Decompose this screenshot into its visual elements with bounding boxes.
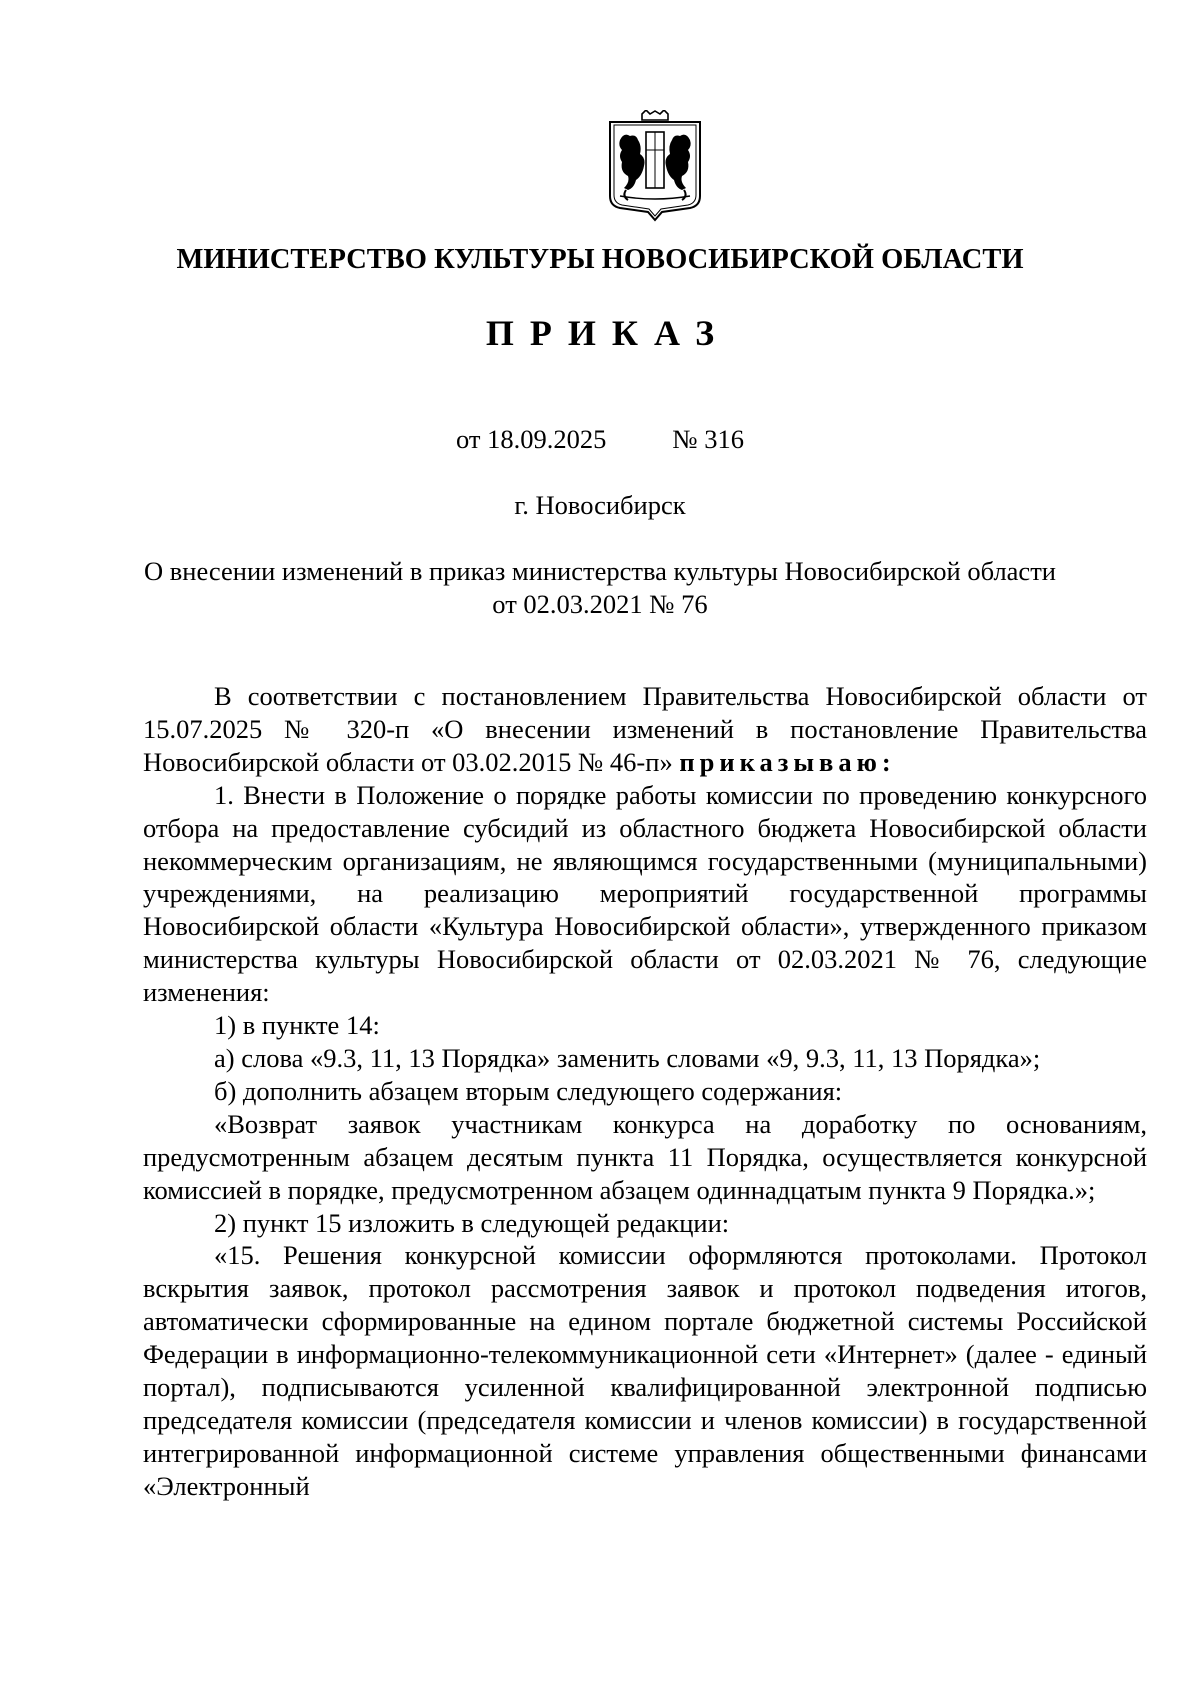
order-word: приказываю: <box>679 746 896 777</box>
order-body <box>143 680 1147 1503</box>
item-1-paragraph: 1. Внести в Положение о порядке работы комиссии по проведению конкурсного отбора на предоставление субсидий из областного бюджета Новосибирской области некоммерческим организациям, не являющимся государственными (муниципальными) учреждениями, на реализацию мероприятий государственной программы Новосибирской области «Культура Новосибирской области», утвержденного приказом министерства культуры Новосибирской области от 02.03.2021 № 76, следующие изменения: <box>143 779 1147 1008</box>
coat-of-arms-emblem <box>606 110 704 222</box>
quote-2-paragraph: «15. Решения конкурсной комиссии оформляются протоколами. Протокол вскрытия заявок, протокол рассмотрения заявок и протокол подведения итогов, автоматически сформированные на едином портале бюджетной системы Российской Федерации в информационно-телекоммуникационной сети «Интернет» (далее - единый портал), подписываются усиленной квалифицированной электронной подписью председателя комиссии (председателя комиссии и членов комиссии) в государственной интегрированной информационной системе управления общественными финансами «Электронный <box>143 1240 1147 1501</box>
quote-1-paragraph: «Возврат заявок участникам конкурса на доработку по основаниям, предусмотренным абзацем десятым пункта 11 Порядка, осуществляется конкурсной комиссией в порядке, предусмотренном абзацем одиннадцатым пункта 9 Порядка.»; <box>143 1108 1147 1205</box>
item-1-1b-paragraph: б) дополнить абзацем вторым следующего содержания: <box>214 1075 843 1106</box>
item-1-2-paragraph: 2) пункт 15 изложить в следующей редакции: <box>214 1207 730 1238</box>
ministry-title: МИНИСТЕРСТВО КУЛЬТУРЫ НОВОСИБИРСКОЙ ОБЛАСТИ <box>176 244 1024 275</box>
city-line: г. Новосибирск <box>514 490 686 520</box>
preamble-text: В соответствии с постановлением Правительства Новосибирской области от 15.07.2025 № 320-п «О внесении изменений в постановление Правительства Новосибирской области от 03.02.2015 № 46-п» <box>143 681 1147 777</box>
item-1-1-paragraph: 1) в пункте 14: <box>214 1010 380 1041</box>
order-date: от 18.09.2025 <box>455 424 607 454</box>
subject-line-1: О внесении изменений в приказ министерства культуры Новосибирской области <box>144 556 1056 586</box>
order-subject <box>130 555 1070 621</box>
item-1-1a-paragraph: а) слова «9.3, 11, 13 Порядка» заменить словами «9, 9.3, 11, 13 Порядка»; <box>214 1042 1041 1073</box>
subject-line-2: от 02.03.2021 № 76 <box>492 589 708 619</box>
document-type-heading: ПРИКАЗ <box>485 313 731 353</box>
date-number-line <box>0 424 1200 455</box>
preamble-paragraph <box>143 680 1147 779</box>
order-number: № 316 <box>672 424 745 454</box>
